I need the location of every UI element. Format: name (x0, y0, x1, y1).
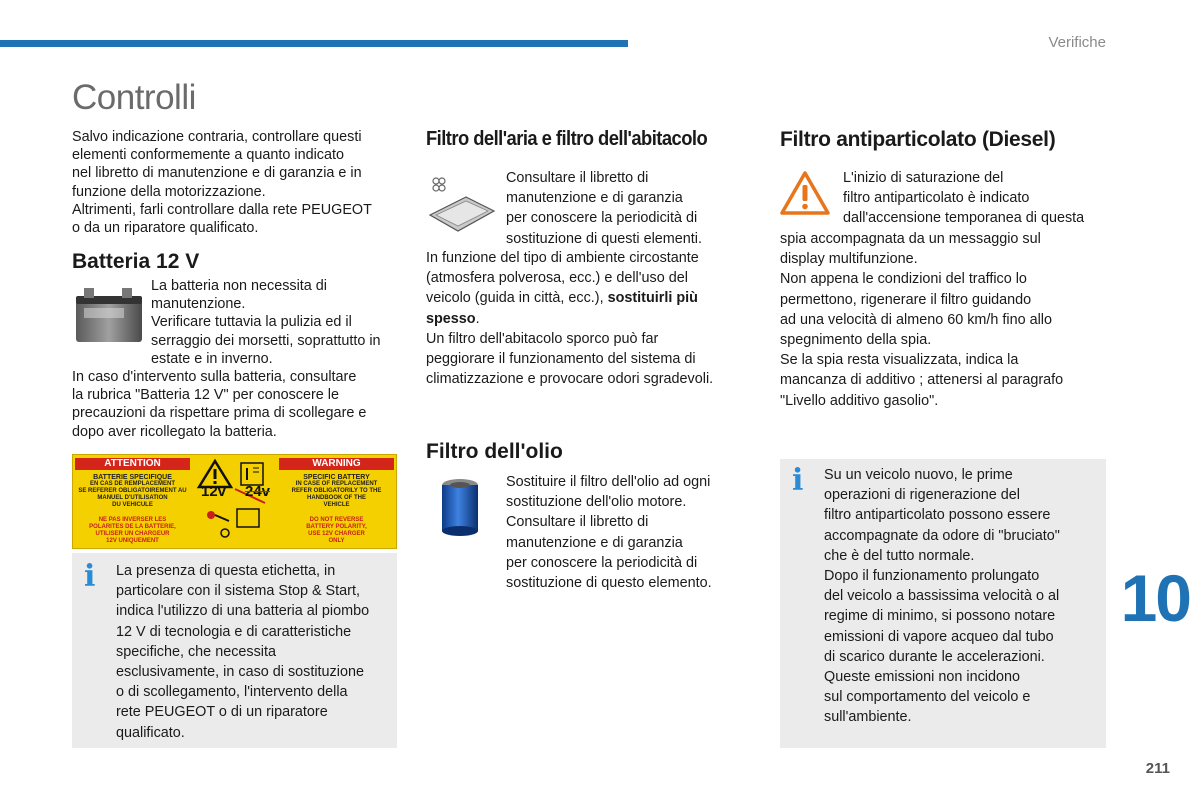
battery-line: La batteria non necessita di (151, 278, 328, 294)
air-filter-line: Consultare il libretto di (506, 170, 649, 186)
label-fr-text (75, 474, 190, 509)
air-filter-line: peggiorare il funzionamento del sistema di (426, 351, 696, 368)
label-line: VEHICLE (323, 502, 350, 508)
air-filter-bold-span: sostituirli più (607, 290, 698, 307)
dpf-line: "Livello additivo gasolio". (780, 392, 939, 409)
label-line: SPECIFIC BATTERY (303, 474, 370, 481)
dpf-line: Se la spia resta visualizzata, indica la (780, 352, 1019, 369)
info-line: specifiche, che necessita (116, 643, 276, 660)
info-line: Dopo il funzionamento prolungato (824, 568, 1040, 585)
oil-filter-heading: Filtro dell'olio (426, 440, 563, 463)
info-line: del veicolo a bassissima velocità o al (824, 588, 1060, 605)
info-line: 12 V di tecnologia e di caratteristiche (116, 623, 352, 640)
oil-filter-icon (436, 477, 486, 537)
intro-line: elementi conformemente a quanto indicato (72, 147, 344, 164)
intro-text (72, 128, 402, 237)
info-line: esclusivamente, in caso di sostituzione (116, 664, 364, 681)
info-line: Queste emissioni non incidono (824, 669, 1020, 686)
oil-filter-line: manutenzione e di garanzia (506, 534, 683, 551)
dpf-line: display multifunzione. (780, 251, 918, 268)
info-line: rete PEUGEOT o di un riparatore (116, 704, 328, 721)
battery-line: precauzioni da rispettare prima di scollegare e (72, 405, 367, 422)
label-line: IN CASE OF REPLACEMENT (295, 481, 378, 487)
info-line: La presenza di questa etichetta, in (116, 563, 336, 579)
battery-line: la rubrica "Batteria 12 V" per conoscere le (72, 387, 339, 404)
label-line: NE PAS INVERSER LES (98, 517, 167, 523)
info-icon: i (792, 463, 804, 498)
page-number: 211 (1145, 760, 1170, 777)
dpf-info-box (780, 459, 1106, 748)
label-line: DO NOT REVERSE (309, 517, 364, 523)
dpf-line: mancanza di additivo ; attenersi al paragrafo (780, 372, 1064, 389)
air-filter-text-span: . (475, 310, 480, 327)
label-24v: 24v (245, 483, 271, 500)
label-line: EN CAS DE REMPLACEMENT (89, 481, 175, 487)
air-filter-line: per conoscere la periodicità di (506, 210, 698, 227)
chapter-number: 10 (1120, 561, 1190, 635)
label-12v: 12v (201, 483, 227, 500)
label-line: USE 12V CHARGER (308, 531, 365, 537)
dpf-line: ad una velocità di almeno 60 km/h fino allo (780, 311, 1052, 328)
info-line: qualificato. (116, 724, 185, 741)
oil-filter-line: per conoscere la periodicità di (506, 554, 698, 571)
label-line: REFER OBLIGATORILY TO THE (291, 488, 382, 494)
battery-text (72, 368, 402, 441)
battery-icon (72, 284, 146, 344)
info-line: sull'ambiente. (824, 709, 912, 726)
info-line: di scarico durante le accelerazioni. (824, 648, 1045, 665)
oil-filter-line: Sostituire il filtro dell'olio ad ogni (506, 474, 711, 490)
info-line: operazioni di rigenerazione del (824, 487, 1021, 504)
battery-line: dopo aver ricollegato la batteria. (72, 423, 277, 440)
battery-info-text (116, 561, 396, 743)
dpf-info-text (824, 465, 1104, 728)
intro-line: Altrimenti, farli controllare dalla rete PEUGEOT (72, 201, 372, 218)
air-filter-heading: Filtro dell'aria e filtro dell'abitacolo (426, 128, 708, 150)
dpf-line: spia accompagnata da un messaggio sul (780, 231, 1041, 247)
label-line: ONLY (328, 538, 345, 544)
intro-line: o da un riparatore qualificato. (72, 220, 259, 237)
info-line: indica l'utilizzo di una batteria al piombo (116, 603, 370, 620)
battery-side-text (151, 277, 401, 368)
label-line: MANUEL D'UTILISATION (97, 495, 168, 501)
battery-line: estate e in inverno. (151, 350, 273, 367)
label-line: POLARITES DE LA BATTERIE, (89, 524, 176, 530)
air-filter-icon (426, 175, 498, 235)
dpf-line: permettono, rigenerare il filtro guidando (780, 291, 1032, 308)
info-line: particolare con il sistema Stop & Start, (116, 583, 360, 600)
info-line: filtro antiparticolato possono essere (824, 507, 1051, 524)
air-filter-text (426, 248, 756, 389)
dpf-line: dall'accensione temporanea di questa (843, 210, 1085, 227)
info-icon: i (84, 559, 96, 594)
label-attention: ATTENTION (75, 458, 190, 470)
label-pictograms (195, 457, 275, 547)
dpf-heading: Filtro antiparticolato (Diesel) (780, 128, 1056, 151)
air-filter-line: sostituzione di questi elementi. (506, 230, 702, 247)
oil-filter-line: Consultare il libretto di (506, 514, 649, 531)
label-line: UTILISER UN CHARGEUR (95, 531, 170, 537)
air-filter-text-span: veicolo (guida in città, ecc.), (426, 290, 608, 307)
intro-line: funzione della motorizzazione. (72, 183, 266, 200)
dpf-side-text (843, 168, 1113, 229)
oil-filter-text (506, 472, 746, 593)
info-line: Su un veicolo nuovo, le prime (824, 467, 1013, 483)
air-filter-line: In funzione del tipo di ambiente circostante (426, 250, 699, 266)
oil-filter-line: sostituzione dell'olio motore. (506, 494, 687, 511)
oil-filter-line: sostituzione di questo elemento. (506, 575, 712, 592)
info-line: che è del tutto normale. (824, 547, 975, 564)
battery-info-box (72, 553, 397, 748)
label-line: 12V UNIQUEMENT (106, 538, 159, 544)
info-line: emissioni di vapore acqueo dal tubo (824, 628, 1054, 645)
air-filter-line (426, 288, 756, 308)
label-line: BATTERIE SPECIFIQUE (93, 474, 172, 481)
label-line: SE REFERER OBLIGATOIREMENT AU (78, 488, 187, 494)
label-fr-red-text (75, 517, 190, 545)
battery-warning-label (72, 454, 397, 549)
air-filter-line: manutenzione e di garanzia (506, 190, 683, 207)
intro-line: nel libretto di manutenzione e di garanzia e in (72, 165, 362, 182)
label-line: HANDBOOK OF THE (307, 495, 366, 501)
info-line: o di scollegamento, l'intervento della (116, 684, 348, 701)
air-filter-side-text (506, 168, 746, 249)
battery-line: In caso d'intervento sulla batteria, consultare (72, 369, 357, 385)
air-filter-bold-span: spesso (426, 310, 476, 327)
label-en-text (279, 474, 394, 509)
label-line: BATTERY POLARITY, (306, 524, 367, 530)
air-filter-line: (atmosfera polverosa, ecc.) e dell'uso del (426, 270, 688, 287)
dpf-line: L'inizio di saturazione del (843, 170, 1004, 186)
section-label: Verifiche (1048, 34, 1106, 51)
air-filter-line: climatizzazione e provocare odori sgradevoli. (426, 371, 714, 388)
info-line: accompagnate da odore di "bruciato" (824, 527, 1060, 544)
air-filter-line (426, 309, 756, 329)
battery-line: Verificare tuttavia la pulizia ed il (151, 314, 352, 331)
dpf-line: filtro antiparticolato è indicato (843, 190, 1030, 207)
battery-heading: Batteria 12 V (72, 250, 200, 273)
top-accent-bar (0, 40, 628, 47)
dpf-line: spegnimento della spia. (780, 332, 932, 349)
dpf-text (780, 229, 1110, 411)
info-line: sul comportamento del veicolo e (824, 689, 1031, 706)
label-line: DU VEHICULE (112, 502, 153, 508)
info-line: regime di minimo, si possono notare (824, 608, 1056, 625)
air-filter-line: Un filtro dell'abitacolo sporco può far (426, 330, 659, 347)
dpf-line: Non appena le condizioni del traffico lo (780, 271, 1027, 288)
label-warning: WARNING (279, 458, 394, 470)
warning-triangle-icon (779, 170, 831, 216)
intro-line: Salvo indicazione contraria, controllare questi (72, 129, 362, 145)
label-en-red-text (279, 517, 394, 545)
battery-line: serraggio dei morsetti, soprattutto in (151, 332, 381, 349)
battery-line: manutenzione. (151, 296, 246, 313)
page-title: Controlli (72, 78, 196, 117)
